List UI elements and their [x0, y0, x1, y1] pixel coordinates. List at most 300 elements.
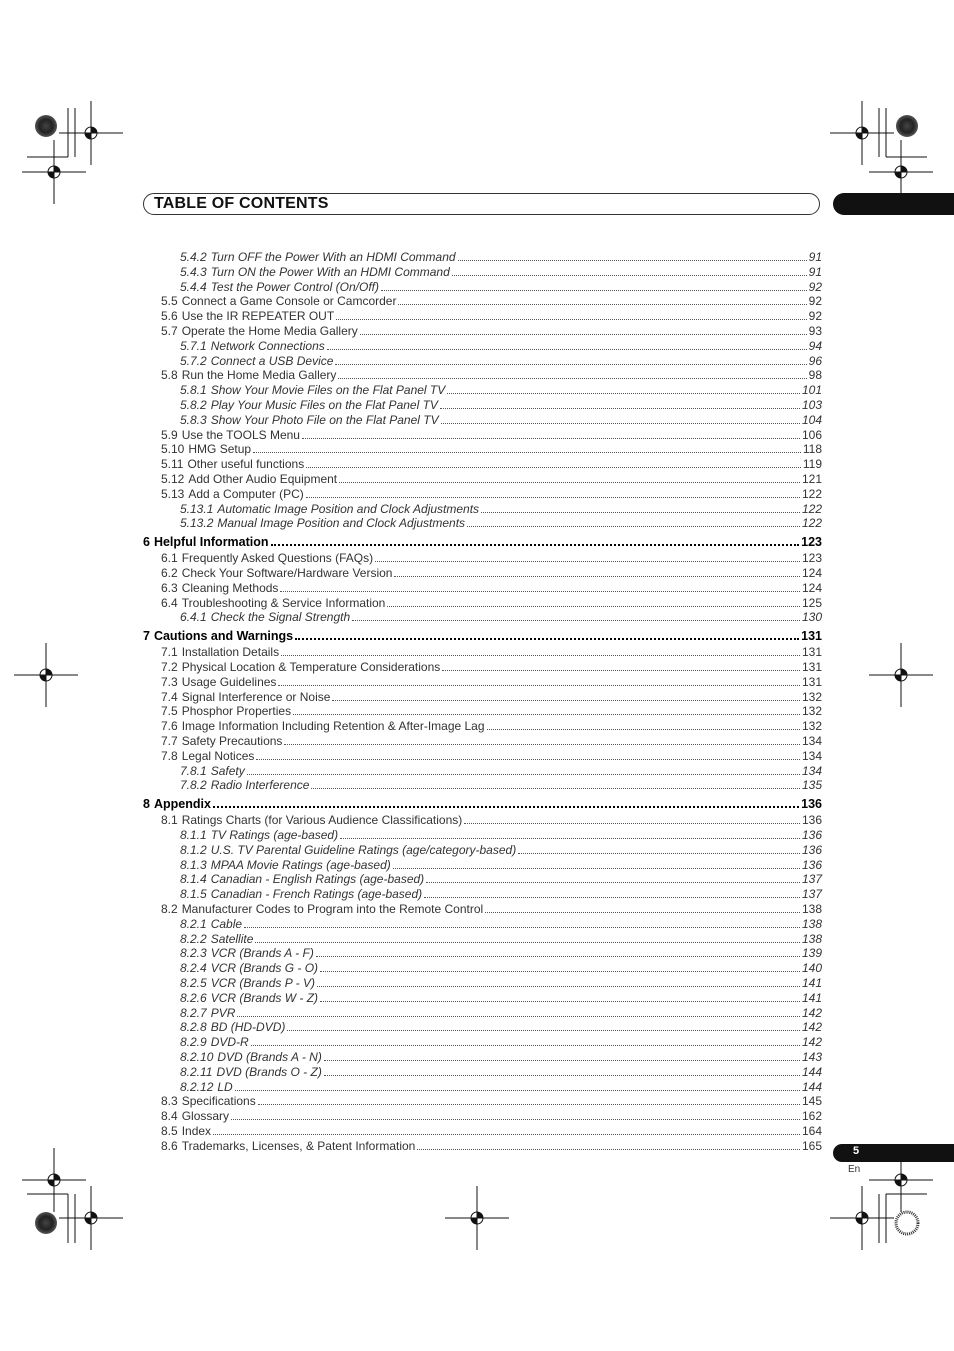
toc-entry-title: BD (HD-DVD) [210, 1020, 286, 1035]
toc-entry-title: DVD (Brands A - N) [217, 1050, 322, 1064]
toc-leader-dots [440, 408, 800, 409]
toc-entry[interactable] [180, 991, 822, 1006]
toc-entry[interactable] [161, 1109, 822, 1124]
toc-entry[interactable] [180, 265, 822, 280]
toc-entry-number: 5.7.1 [180, 338, 207, 353]
toc-entry-page: 138 [801, 931, 822, 946]
toc-leader-dots [320, 1001, 800, 1002]
toc-entry-number: 5.6 [161, 309, 178, 324]
toc-leader-dots [316, 956, 800, 957]
toc-entry[interactable] [161, 566, 822, 581]
toc-leader-dots [255, 942, 800, 943]
toc-entry[interactable] [161, 368, 822, 383]
toc-entry-title: DVD-R [210, 1035, 249, 1050]
toc-entry-title: TV Ratings (age-based) [210, 828, 339, 842]
toc-entry-number: 5.10 [161, 442, 185, 457]
toc-entry-number: 6.3 [161, 580, 178, 595]
toc-entry-title: Trademarks, Licenses, & Patent Information [181, 1138, 416, 1153]
toc-entry-number: 8.1.1 [180, 828, 207, 842]
toc-entry[interactable] [180, 1065, 822, 1080]
toc-entry-title: Cleaning Methods [181, 580, 279, 595]
toc-entry-number: 8.1.5 [180, 887, 207, 902]
toc-leader-dots [256, 759, 800, 760]
toc-leader-dots [258, 1104, 800, 1105]
toc-entry-number: 5.12 [161, 472, 185, 486]
toc-entry[interactable] [161, 551, 822, 566]
toc-entry-number: 8.1 [161, 813, 178, 828]
toc-entry-title: Turn OFF the Power With an HDMI Command [210, 250, 456, 264]
toc-entry[interactable] [161, 428, 822, 443]
toc-entry-page: 123 [801, 535, 822, 550]
toc-entry-title: Manual Image Position and Clock Adjustments [217, 516, 466, 531]
toc-entry-title: Glossary [181, 1109, 230, 1124]
toc-entry[interactable] [180, 1050, 822, 1065]
toc-entry-page: 92 [808, 294, 822, 309]
toc-entry-number: 7.3 [161, 674, 178, 689]
toc-leader-dots [311, 788, 800, 789]
toc-entry-number: 8.6 [161, 1138, 178, 1153]
toc-entry-title: Automatic Image Position and Clock Adjustments [217, 501, 480, 516]
toc-entry-page: 136 [801, 828, 822, 842]
toc-entry-page: 124 [801, 566, 822, 580]
toc-leader-dots [518, 853, 800, 854]
toc-entry-number: 7.8 [161, 748, 178, 763]
toc-entry-number: 7.8.2 [180, 778, 207, 793]
toc-entry-number: 5.4.2 [180, 250, 207, 264]
toc-entry-title: Safety [210, 763, 245, 778]
toc-entry-page: 131 [801, 629, 822, 644]
toc-entry-number: 7.2 [161, 660, 178, 674]
toc-entry-page: 143 [801, 1050, 822, 1064]
toc-entry-title: VCR (Brands A - F) [210, 946, 314, 961]
toc-entry-title: Use the TOOLS Menu [181, 427, 300, 442]
toc-entry[interactable] [180, 961, 822, 976]
toc-leader-dots [442, 670, 800, 671]
toc-entry[interactable] [161, 690, 822, 705]
toc-leader-dots [247, 774, 800, 775]
toc-entry[interactable] [161, 1139, 822, 1154]
toc-leader-dots [481, 512, 800, 513]
toc-entry[interactable] [180, 946, 822, 961]
toc-entry-number: 7.4 [161, 689, 178, 704]
toc-entry-page: 137 [801, 872, 822, 887]
toc-entry-number: 5.7 [161, 324, 178, 338]
toc-entry[interactable] [180, 516, 822, 531]
toc-entry[interactable] [180, 976, 822, 991]
toc-entry-title: Signal Interference or Noise [181, 689, 331, 704]
toc-entry-number: 5.13 [161, 486, 185, 501]
toc-entry-number: 7.1 [161, 645, 178, 660]
toc-leader-dots [336, 319, 806, 320]
toc-entry-number: 5.8.2 [180, 398, 207, 412]
toc-entry-page: 119 [802, 457, 822, 472]
toc-entry-number: 5.8.3 [180, 412, 207, 427]
toc-entry[interactable] [180, 1035, 822, 1050]
toc-entry-number: 8.2.10 [180, 1050, 214, 1064]
toc-leader-dots [360, 334, 807, 335]
toc-entry[interactable] [180, 843, 822, 858]
toc-entry-title: Run the Home Media Gallery [181, 368, 337, 383]
toc-entry-page: 139 [801, 946, 822, 961]
toc-leader-dots [387, 606, 800, 607]
toc-leader-dots [441, 423, 800, 424]
toc-entry-title: Add a Computer (PC) [188, 486, 304, 501]
toc-entry[interactable] [161, 734, 822, 749]
toc-entry-title: PVR [210, 1005, 236, 1020]
toc-entry-title: Check Your Software/Hardware Version [181, 566, 393, 580]
toc-entry-title: VCR (Brands W - Z) [210, 990, 319, 1005]
toc-entry-page: 92 [808, 279, 822, 294]
toc-leader-dots [271, 544, 800, 546]
toc-entry[interactable] [161, 813, 822, 828]
toc-leader-dots [251, 1045, 800, 1046]
toc-entry-number: 8.2.8 [180, 1020, 207, 1035]
toc-entry-page: 140 [801, 961, 822, 976]
toc-entry-number: 6.4 [161, 595, 178, 610]
toc-leader-dots [324, 1075, 800, 1076]
language-label: En [848, 1164, 861, 1175]
toc-leader-dots [394, 576, 800, 577]
toc-entry-number: 8.2 [161, 902, 178, 916]
toc-entry-page: 91 [808, 250, 822, 264]
toc-leader-dots [332, 700, 800, 701]
toc-leader-dots [426, 882, 800, 883]
page-number-tab [833, 1144, 954, 1162]
toc-entry-page: 122 [801, 501, 822, 516]
toc-entry-number: 8.2.12 [180, 1079, 214, 1094]
toc-entry-page: 131 [801, 674, 822, 689]
toc-entry-title: Connect a USB Device [210, 353, 334, 368]
toc-entry-number: 8.2.4 [180, 961, 207, 976]
toc-entry[interactable] [180, 250, 822, 265]
toc-entry-page: 94 [808, 338, 822, 353]
toc-entry[interactable] [180, 339, 822, 354]
toc-entry-number: 7.7 [161, 734, 178, 748]
toc-entry[interactable] [161, 645, 822, 660]
toc-entry-title: Connect a Game Console or Camcorder [181, 294, 397, 309]
toc-leader-dots [293, 714, 800, 715]
toc-entry-page: 101 [801, 383, 822, 398]
toc-entry-title: Manufacturer Codes to Program into the Remote Control [181, 902, 484, 916]
toc-entry[interactable] [180, 413, 822, 428]
toc-leader-dots [306, 467, 801, 468]
toc-leader-dots [467, 526, 800, 527]
toc-entry-number: 5.11 [161, 457, 184, 472]
toc-entry-number: 7 [143, 629, 150, 644]
toc-entry-number: 8.1.2 [180, 842, 207, 857]
toc-entry[interactable] [180, 858, 822, 873]
toc-entry-number: 6.2 [161, 566, 178, 580]
toc-entry-title: Canadian - English Ratings (age-based) [210, 872, 425, 887]
toc-entry-number: 8 [143, 797, 150, 812]
toc-entry-page: 164 [801, 1124, 822, 1138]
toc-entry-number: 5.13.2 [180, 516, 214, 531]
toc-entry[interactable] [180, 280, 822, 295]
toc-entry-title: LD [217, 1079, 233, 1094]
toc-leader-dots [424, 897, 800, 898]
toc-entry[interactable] [161, 442, 822, 457]
toc-entry-page: 91 [808, 264, 822, 279]
toc-entry-page: 122 [801, 516, 822, 531]
toc-entry-page: 125 [801, 595, 822, 610]
toc-entry-page: 142 [801, 1020, 822, 1035]
toc-entry-title: Specifications [181, 1094, 256, 1109]
toc-entry-number: 8.5 [161, 1124, 178, 1138]
toc-entry-number: 8.4 [161, 1109, 178, 1124]
toc-entry-title: U.S. TV Parental Guideline Ratings (age/category-based) [210, 842, 517, 857]
toc-entry-number: 6.1 [161, 551, 178, 566]
toc-entry[interactable] [180, 1006, 822, 1021]
page-number: 5 [853, 1145, 860, 1157]
toc-entry[interactable] [161, 596, 822, 611]
toc-entry-page: 145 [801, 1094, 822, 1109]
toc-entry-number: 6 [143, 535, 150, 550]
toc-entry-page: 136 [801, 797, 822, 812]
toc-entry[interactable] [161, 487, 822, 502]
toc-entry-page: 132 [801, 704, 822, 719]
toc-leader-dots [317, 986, 800, 987]
toc-entry[interactable] [180, 502, 822, 517]
toc-entry[interactable] [161, 660, 822, 675]
toc-entry-number: 5.7.2 [180, 353, 207, 368]
toc-entry-title: Frequently Asked Questions (FAQs) [181, 551, 374, 566]
toc-entry[interactable] [180, 354, 822, 369]
toc-leader-dots [235, 1090, 800, 1091]
toc-leader-dots [213, 1134, 800, 1135]
toc-entry-number: 7.8.1 [180, 763, 207, 778]
toc-entry-page: 138 [801, 902, 822, 916]
toc-entry-page: 136 [801, 857, 822, 872]
toc-entry-page: 142 [801, 1035, 822, 1050]
toc-entry-page: 96 [808, 353, 822, 368]
toc-entry-number: 8.2.11 [180, 1064, 213, 1079]
toc-leader-dots [306, 497, 800, 498]
toc-leader-dots [393, 868, 800, 869]
toc-leader-dots [280, 591, 800, 592]
toc-entry-page: 134 [801, 763, 822, 778]
toc-chapter-entry[interactable] [143, 797, 822, 812]
toc-entry-page: 134 [801, 748, 822, 763]
toc-entry-page: 135 [801, 778, 822, 793]
toc-entry-page: 123 [801, 551, 822, 566]
toc-entry-number: 8.3 [161, 1094, 178, 1109]
toc-entry[interactable] [180, 828, 822, 843]
toc-entry-title: Troubleshooting & Service Information [181, 595, 386, 610]
toc-entry[interactable] [180, 872, 822, 887]
toc-entry[interactable] [161, 1124, 822, 1139]
toc-entry-number: 8.2.1 [180, 916, 207, 931]
toc-leader-dots [324, 1060, 800, 1061]
toc-entry-number: 8.1.3 [180, 857, 207, 872]
toc-entry-title: Show Your Movie Files on the Flat Panel TV [210, 383, 446, 398]
toc-entry-title: Other useful functions [187, 457, 305, 472]
toc-leader-dots [452, 275, 807, 276]
toc-entry-title: DVD (Brands O - Z) [216, 1064, 322, 1079]
toc-entry-page: 162 [801, 1109, 822, 1124]
toc-leader-dots [398, 304, 806, 305]
toc-entry-number: 5.4.3 [180, 264, 207, 279]
toc-entry-page: 98 [808, 368, 822, 383]
toc-entry[interactable] [180, 398, 822, 413]
toc-leader-dots [340, 838, 800, 839]
toc-entry-number: 7.6 [161, 719, 178, 734]
toc-entry-page: 103 [801, 398, 822, 412]
toc-entry-title: Ratings Charts (for Various Audience Classifications) [181, 813, 463, 828]
toc-chapter-entry[interactable] [143, 629, 822, 644]
toc-entry-page: 134 [801, 734, 822, 748]
toc-entry[interactable] [161, 719, 822, 734]
toc-entry[interactable] [180, 1020, 822, 1035]
toc-leader-dots [327, 349, 807, 350]
toc-entry[interactable] [161, 294, 822, 309]
toc-leader-dots [417, 1149, 800, 1150]
toc-entry-title: VCR (Brands P - V) [210, 976, 315, 990]
toc-leader-dots [287, 1030, 800, 1031]
toc-entry-page: 132 [801, 689, 822, 704]
toc-entry-title: Check the Signal Strength [210, 610, 351, 625]
toc-entry-number: 8.2.2 [180, 931, 207, 946]
toc-leader-dots [447, 393, 800, 394]
toc-entry-page: 131 [801, 645, 822, 660]
toc-entry-number: 5.4.4 [180, 279, 207, 294]
toc-leader-dots [375, 561, 800, 562]
toc-entry[interactable] [180, 610, 822, 625]
toc-entry-number: 8.2.3 [180, 946, 207, 961]
toc-entry[interactable] [180, 764, 822, 779]
toc-leader-dots [381, 290, 807, 291]
toc-entry-page: 106 [801, 427, 822, 442]
toc-entry-page: 136 [801, 813, 822, 828]
toc-entry[interactable] [161, 704, 822, 719]
toc-entry-page: 132 [801, 719, 822, 734]
toc-entry-page: 136 [801, 842, 822, 857]
toc-leader-dots [485, 912, 800, 913]
toc-entry-title: Image Information Including Retention & After-Image Lag [181, 719, 485, 734]
toc-leader-dots [487, 729, 800, 730]
toc-entry-number: 8.2.5 [180, 976, 207, 990]
toc-entry-title: Installation Details [181, 645, 280, 660]
toc-entry-page: 142 [801, 1005, 822, 1020]
toc-leader-dots [464, 823, 800, 824]
toc-entry-title: Phosphor Properties [181, 704, 292, 719]
toc-entry-title: Add Other Audio Equipment [188, 472, 338, 486]
toc-entry-title: Legal Notices [181, 748, 255, 763]
toc-entry[interactable] [161, 324, 822, 339]
toc-entry-page: 104 [801, 412, 822, 427]
toc-entry-number: 8.2.6 [180, 990, 207, 1005]
toc-entry[interactable] [161, 1094, 822, 1109]
toc-entry-title: Appendix [153, 797, 211, 812]
toc-entry-title: Show Your Photo File on the Flat Panel TV [210, 412, 439, 427]
toc-entry[interactable] [161, 581, 822, 596]
toc-leader-dots [335, 364, 806, 365]
toc-entry-number: 8.2.9 [180, 1035, 207, 1050]
toc-entry-page: 121 [801, 472, 822, 486]
toc-entry-title: Canadian - French Ratings (age-based) [210, 887, 423, 902]
toc-entry-title: Operate the Home Media Gallery [181, 324, 358, 338]
toc-entry-title: Physical Location & Temperature Considerations [181, 660, 441, 674]
toc-entry-number: 5.8.1 [180, 383, 207, 398]
toc-entry[interactable] [180, 887, 822, 902]
toc-entry[interactable] [161, 675, 822, 690]
toc-leader-dots [352, 620, 800, 621]
toc-leader-dots [213, 806, 799, 808]
toc-leader-dots [458, 260, 807, 261]
page-title: TABLE OF CONTENTS [154, 195, 329, 212]
toc-entry[interactable] [161, 457, 822, 472]
toc-entry-title: Satellite [210, 931, 254, 946]
toc-entry[interactable] [161, 749, 822, 764]
toc-leader-dots [237, 1016, 800, 1017]
toc-entry-title: Index [181, 1124, 212, 1138]
toc-entry-title: HMG Setup [188, 442, 252, 457]
toc-entry-page: 122 [801, 486, 822, 501]
toc-entry-number: 5.8 [161, 368, 178, 383]
toc-entry-title: Helpful Information [153, 535, 269, 550]
toc-entry-page: 144 [801, 1064, 822, 1079]
toc-entry-page: 165 [801, 1138, 822, 1153]
toc-entry-number: 8.2.7 [180, 1005, 207, 1020]
toc-entry-title: MPAA Movie Ratings (age-based) [210, 857, 391, 872]
toc-entry[interactable] [180, 917, 822, 932]
toc-leader-dots [338, 378, 806, 379]
toc-leader-dots [302, 438, 800, 439]
toc-entry-page: 138 [801, 916, 822, 931]
toc-entry[interactable] [161, 309, 822, 324]
toc-entry-page: 124 [801, 580, 822, 595]
toc-entry[interactable] [161, 902, 822, 917]
toc-leader-dots [244, 927, 800, 928]
toc-entry-page: 131 [801, 660, 822, 674]
toc-entry[interactable] [180, 932, 822, 947]
toc-entry-title: Turn ON the Power With an HDMI Command [210, 264, 450, 279]
toc-entry-number: 6.4.1 [180, 610, 207, 625]
toc-entry-page: 141 [801, 976, 822, 990]
toc-entry-title: VCR (Brands G - O) [210, 961, 319, 976]
toc-leader-dots [295, 638, 799, 640]
toc-chapter-entry[interactable] [143, 535, 822, 550]
toc-entry-number: 5.5 [161, 294, 178, 309]
toc-leader-dots [278, 685, 800, 686]
toc-entry[interactable] [180, 1080, 822, 1095]
toc-entry[interactable] [180, 778, 822, 793]
toc-entry-page: 93 [808, 324, 822, 338]
toc-entry-page: 141 [801, 990, 822, 1005]
toc-leader-dots [339, 482, 800, 483]
toc-leader-dots [253, 452, 801, 453]
toc-entry-page: 130 [801, 610, 822, 625]
toc-entry-title: Use the IR REPEATER OUT [181, 309, 335, 324]
toc-entry-number: 5.13.1 [180, 501, 214, 516]
toc-entry-title: Safety Precautions [181, 734, 283, 748]
toc-leader-dots [281, 655, 800, 656]
toc-entry-page: 144 [801, 1079, 822, 1094]
toc-entry[interactable] [180, 383, 822, 398]
toc-entry-number: 8.1.4 [180, 872, 207, 887]
toc-leader-dots [231, 1119, 800, 1120]
toc-entry-title: Cable [210, 916, 243, 931]
toc-entry[interactable] [161, 472, 822, 487]
toc-entry-title: Radio Interference [210, 778, 310, 793]
toc-entry-page: 92 [808, 309, 822, 324]
toc-leader-dots [284, 744, 800, 745]
toc-entry-title: Play Your Music Files on the Flat Panel TV [210, 398, 438, 412]
toc-entry-number: 5.9 [161, 427, 178, 442]
toc-leader-dots [320, 971, 800, 972]
toc-entry-title: Test the Power Control (On/Off) [210, 279, 379, 294]
toc-entry-title: Usage Guidelines [181, 674, 277, 689]
toc-entry-title: Network Connections [210, 338, 325, 353]
